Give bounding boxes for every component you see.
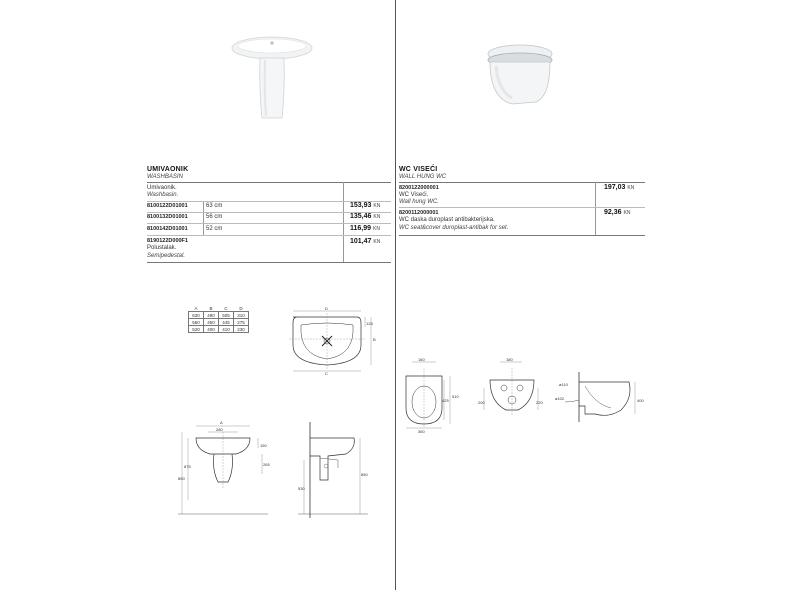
label-530: 530 [298,486,305,491]
wc-side-drawing [555,372,645,427]
wc-subtitle: WALL HUNG WC [399,174,447,180]
label-side-850: 850 [361,472,368,477]
column-divider [395,0,396,590]
wc-title: WC VISEĆI [399,166,438,173]
label-160: 160 [418,357,425,362]
label-265: 265 [263,462,270,467]
dimensions-table [188,305,249,333]
washbasin-size-63: 63 cm [206,203,223,209]
dim-header-b: B [209,305,213,311]
label-o110: ø110 [559,382,568,387]
washbasin-title: UMIVAONIK [147,166,189,173]
washbasin-code-63: 8100122D01001 [147,203,188,209]
label-d: D [325,306,328,311]
table-row: 630 490 505 310 [189,312,249,319]
label-128: 128 [366,321,373,326]
washbasin-top-drawing [285,305,380,375]
wc-seat-desc-en: WC seat&cover duroplast-antibak for set. [399,225,509,231]
table-row: 560 450 445 275 [189,319,249,326]
dim-header-d: D [239,305,243,311]
wc-front-drawing [478,358,548,423]
dim-header-c: C [224,305,228,311]
label-200: 200 [478,400,485,405]
label-b: B [373,337,376,342]
label-c: C [325,371,328,376]
label-510: 510 [452,394,459,399]
wc-code: 8200122000001 [399,185,439,191]
label-850: 850 [178,476,185,481]
washbasin-size-56: 56 cm [206,214,223,220]
washbasin-code-52: 8100142D01001 [147,226,188,232]
dim-header-a: A [194,305,198,311]
pedestal-price: 101,47 KN [350,238,381,245]
wc-desc-en: Wall hung WC. [399,199,439,205]
table-row: 520 400 410 230 [189,326,249,333]
label-875: 875 [184,464,191,469]
label-360: 360 [418,429,425,434]
washbasin-code-56: 8100132D01001 [147,214,188,220]
pedestal-desc-en: Semipedestal. [147,253,186,259]
washbasin-subtitle: WASHBASIN [147,174,183,180]
label-425: 425 [442,398,449,403]
washbasin-price-56: 135,46 KN [350,213,381,220]
wc-seat-code: 8200112000001 [399,210,439,216]
washbasin-price-52: 116,99 KN [350,225,380,232]
label-180: 180 [506,357,513,362]
pedestal-desc-hr: Polustalak. [147,245,177,251]
label-220: 220 [536,400,543,405]
label-a: A [220,420,223,425]
wc-price: 197,03 KN [604,184,635,191]
label-400: 400 [637,398,644,403]
washbasin-size-52: 52 cm [206,226,223,232]
wc-top-drawing [400,358,465,433]
wc-seat-price: 92,36 KN [604,209,631,216]
label-o102: ø102 [555,396,565,401]
wc-seat-desc-hr: WC daska duroplast antibakterijska. [399,217,495,223]
wall-hung-wc-photo [478,40,563,110]
washbasin-price-63: 153,93 KN [350,202,381,209]
pedestal-code: 8190122D000F1 [147,238,188,244]
label-150: 150 [260,443,267,448]
washbasin-front-drawing [178,418,278,518]
washbasin-photo [225,30,320,125]
washbasin-desc-en: Washbasin. [147,192,179,198]
washbasin-desc-hr: Umivaonik. [147,185,177,191]
label-280: 280 [216,427,223,432]
washbasin-side-drawing [298,418,378,518]
wc-desc-hr: WC Viseći. [399,192,429,198]
